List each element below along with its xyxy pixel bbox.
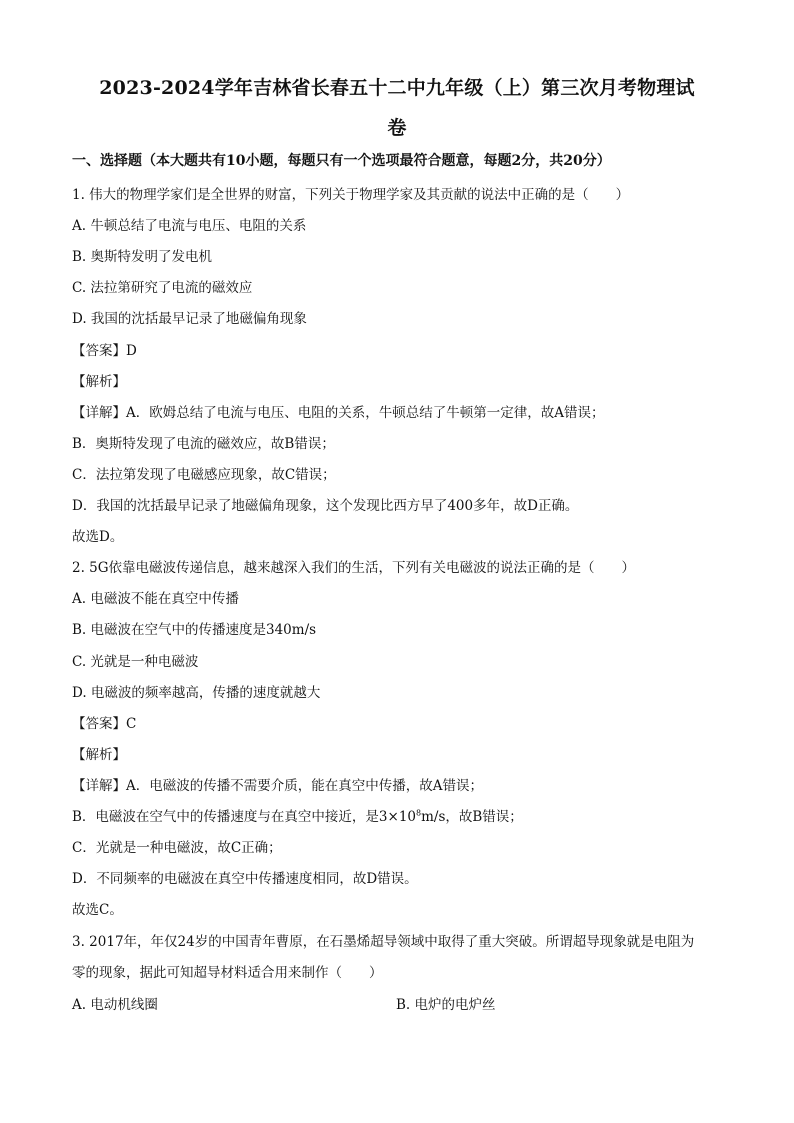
q1-option-c: C. 法拉第研究了电流的磁效应 <box>72 280 253 296</box>
q2-option-a: A. 电磁波不能在真空中传播 <box>72 591 239 607</box>
q2-option-d: D. 电磁波的频率越高，传播的速度就越大 <box>72 685 321 701</box>
q2-stem: 2. 5G依靠电磁波传递信息，越来越深入我们的生活，下列有关电磁波的说法正确的是（ ） <box>72 560 636 576</box>
q1-detail-c: C．法拉第发现了电磁感应现象，故C错误； <box>72 467 336 483</box>
q2-option-b: B. 电磁波在空气中的传播速度是340m/s <box>72 622 317 638</box>
q1-answer: 【答案】D <box>72 343 137 359</box>
q2-option-c: C. 光就是一种电磁波 <box>72 654 199 670</box>
q1-option-b: B. 奥斯特发明了发电机 <box>72 249 213 265</box>
document-title-line2: 卷 <box>387 117 407 139</box>
q2-conclusion: 故选C。 <box>72 902 123 918</box>
q2-detail-a: 【详解】A．电磁波的传播不需要介质，能在真空中传播，故A错误； <box>72 778 483 794</box>
q1-analysis-label: 【解析】 <box>72 374 126 390</box>
q2-detail-b-exponent: 8 <box>416 808 422 818</box>
q3-stem-line2: 零的现象，据此可知超导材料适合用来制作（ ） <box>72 965 383 981</box>
q3-option-b: B. 电炉的电炉丝 <box>396 997 496 1013</box>
q1-stem: 1. 伟大的物理学家们是全世界的财富，下列关于物理学家及其贡献的说法中正确的是（ ） <box>72 187 630 203</box>
q1-detail-b: B．奥斯特发现了电流的磁效应，故B错误； <box>72 436 335 452</box>
q2-detail-b <box>72 805 523 825</box>
q3-option-a: A. 电动机线圈 <box>72 997 158 1013</box>
document-title-line1: 2023-2024学年吉林省长春五十二中九年级（上）第三次月考物理试 <box>99 77 695 99</box>
q2-analysis-label: 【解析】 <box>72 747 126 763</box>
q2-detail-b-pre: B．电磁波在空气中的传播速度与在真空中接近，是3×10 <box>72 809 416 825</box>
section-heading: 一、选择题（本大题共有10小题，每题只有一个选项最符合题意，每题2分，共20分） <box>72 153 611 169</box>
q1-option-a: A. 牛顿总结了电流与电压、电阻的关系 <box>72 218 307 234</box>
q2-detail-d: D．不同频率的电磁波在真空中传播速度相同，故D错误。 <box>72 871 418 887</box>
q2-detail-b-post: m/s，故B错误； <box>421 809 523 825</box>
q2-detail-c: C．光就是一种电磁波，故C正确； <box>72 840 282 856</box>
q1-detail-a: 【详解】A．欧姆总结了电流与电压、电阻的关系，牛顿总结了牛顿第一定律，故A错误； <box>72 405 605 421</box>
q1-detail-d: D．我国的沈括最早记录了地磁偏角现象，这个发现比西方早了400多年，故D正确。 <box>72 498 579 514</box>
q2-answer: 【答案】C <box>72 716 137 732</box>
q3-stem-line1: 3. 2017年，年仅24岁的中国青年曹原，在石墨烯超导领域中取得了重大突破。所谓超导现象就是电阻为 <box>72 934 695 950</box>
q1-conclusion: 故选D。 <box>72 529 124 545</box>
q1-option-d: D. 我国的沈括最早记录了地磁偏角现象 <box>72 311 307 327</box>
